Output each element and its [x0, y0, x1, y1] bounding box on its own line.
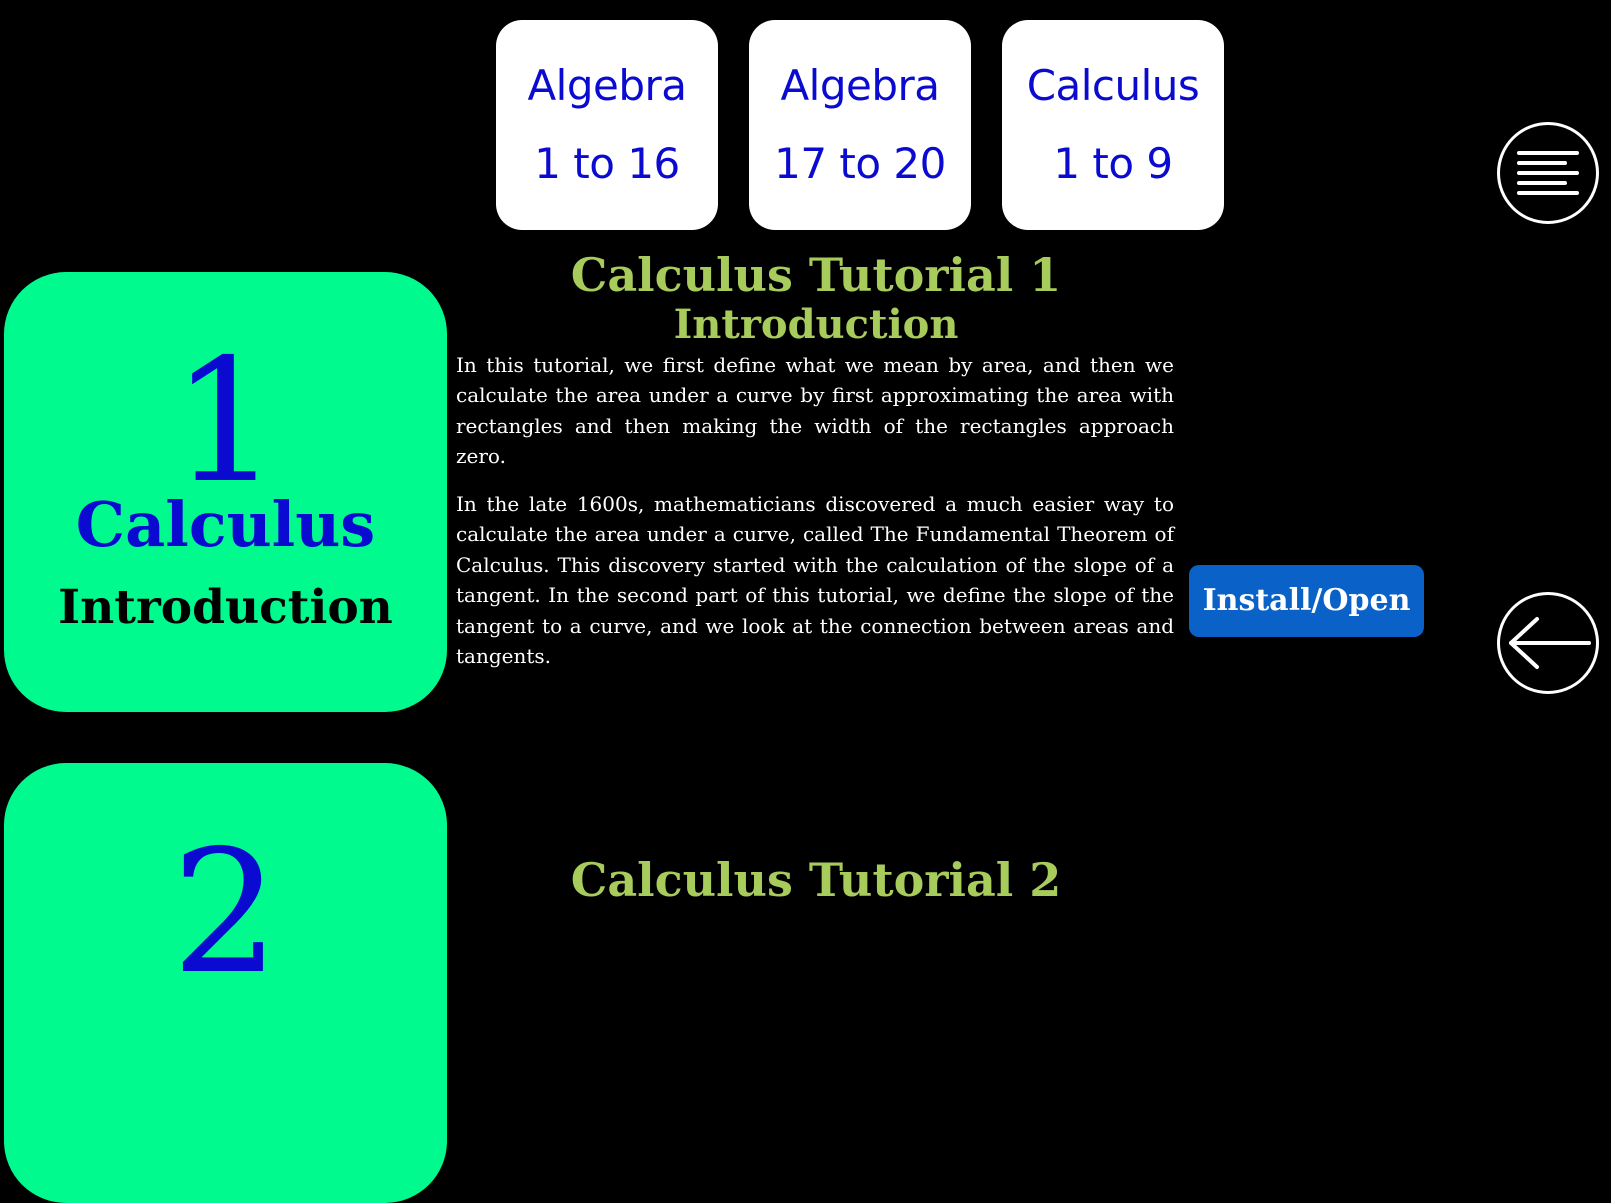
nav-card-calculus-1-9[interactable] — [1002, 20, 1224, 230]
back-button[interactable] — [1497, 592, 1599, 694]
nav-card-label-line1: Algebra — [780, 61, 940, 110]
tile-number: 2 — [171, 814, 280, 1012]
tile-topic: Introduction — [58, 580, 393, 635]
nav-card-label-line2: 17 to 20 — [774, 139, 946, 188]
nav-card-label-line2: 1 to 9 — [1053, 139, 1173, 188]
menu-lines-icon — [1513, 143, 1583, 203]
tile-subject: Calculus — [75, 488, 376, 561]
tutorial-title: Calculus Tutorial 2 — [570, 853, 1062, 907]
nav-card-label-line1: Algebra — [527, 61, 687, 110]
nav-card-label-line1: Calculus — [1026, 61, 1200, 110]
arrow-left-icon — [1503, 613, 1593, 673]
tutorial-tile-2[interactable] — [4, 763, 447, 1203]
nav-card-label-line2: 1 to 16 — [534, 139, 680, 188]
tutorial-subtitle: Introduction — [673, 301, 959, 348]
tutorial-description: In this tutorial, we first define what we mean by area, and then we calculate the area under a curve by first approximating the area with rectangles and then making the width of the rectangles approach zero. — [456, 353, 1174, 469]
tile-number: 1 — [171, 323, 280, 521]
install-open-button[interactable]: Install/Open — [1189, 565, 1424, 637]
menu-button[interactable] — [1497, 122, 1599, 224]
tutorial-description: In the late 1600s, mathematicians discovered a much easier way to calculate the area under a curve, called The Fundamental Theorem of Calculus. This discovery started with the calculation of the slope of a tangent. In the second part of this tutorial, we define the slope of the tangent to a curve, and we look at the connection between areas and tangents. — [456, 492, 1174, 669]
nav-card-algebra-1-16[interactable] — [496, 20, 718, 230]
tutorial-tile-1[interactable] — [4, 272, 447, 712]
nav-card-algebra-17-20[interactable] — [749, 20, 971, 230]
tutorial-title: Calculus Tutorial 1 — [570, 248, 1062, 302]
